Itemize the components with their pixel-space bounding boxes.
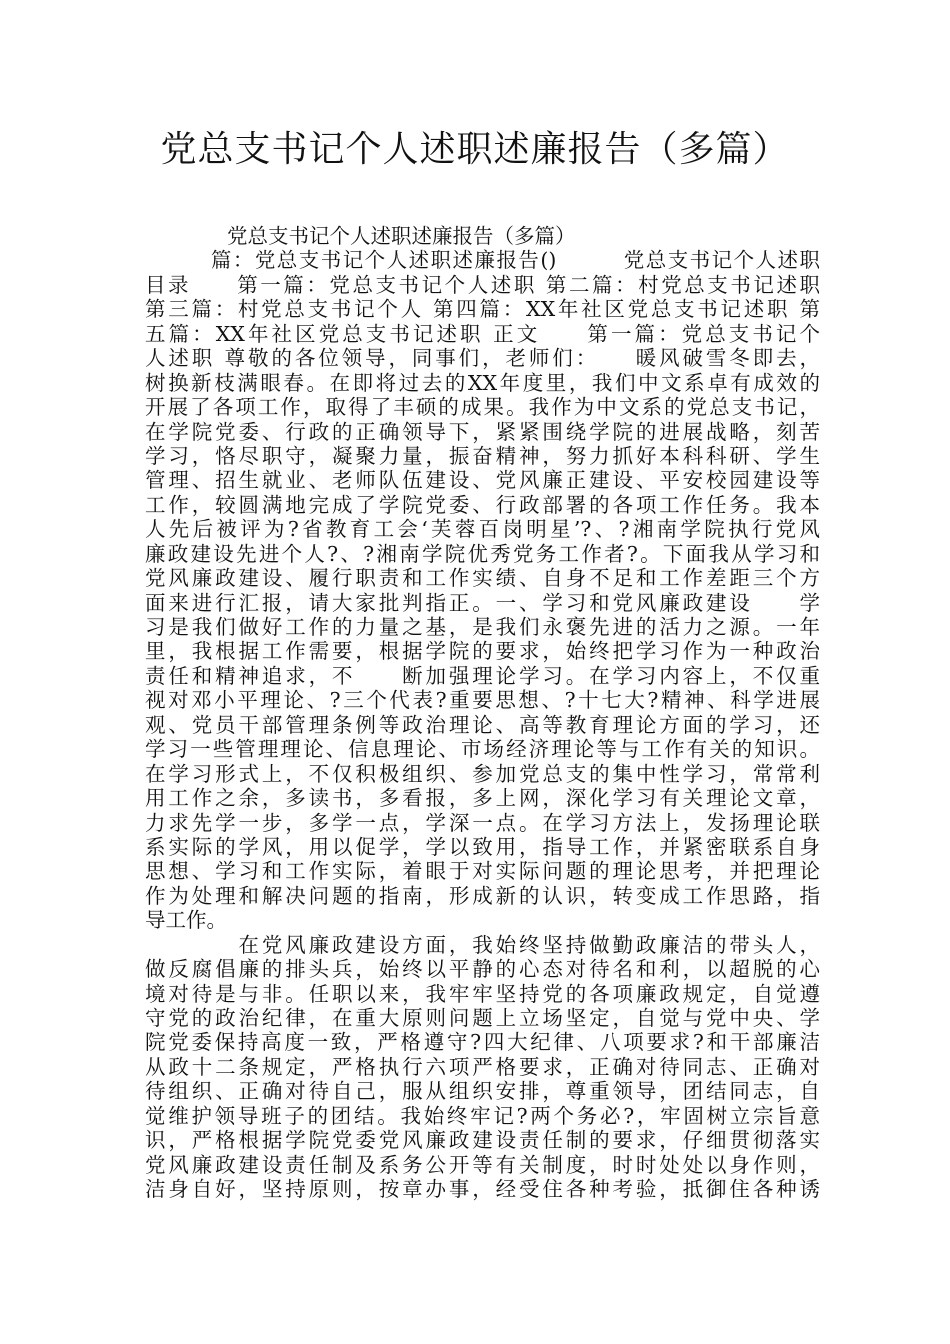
body-line: 责任和精神追求，不 断加强理论学习。在学习内容上，不仅重 xyxy=(145,663,820,688)
body-line: 待组织、正确对待自己，服从组织安排，尊重领导，团结同志，自 xyxy=(145,1079,820,1104)
body-line: 洁身自好，坚持原则，按章办事，经受住各种考验，抵御住各种诱 xyxy=(145,1177,820,1202)
body-line: 里，我根据工作需要，根据学院的要求，始终把学习作为一种政治 xyxy=(145,639,820,664)
body-line: 在学习形式上，不仅积极组织、参加党总支的集中性学习，常常利 xyxy=(145,761,820,786)
body-line: 党风廉政建设、履行职责和工作实绩、自身不足和工作差距三个方 xyxy=(145,566,820,591)
body-line: 工作，较圆满地完成了学院党委、行政部署的各项工作任务。我本 xyxy=(145,492,820,517)
body-line: 视对邓小平理论、?三个代表?重要思想、?十七大?精神、科学进展 xyxy=(145,688,820,713)
document-title: 党总支书记个人述职述廉报告（多篇） xyxy=(160,129,790,170)
body-line: 管理、招生就业、老师队伍建设、党风廉正建设、平安校园建设等 xyxy=(145,468,820,493)
body-line: 目录 第一篇：党总支书记个人述职 第二篇：村党总支书记述职 xyxy=(145,272,820,297)
body-line: 觉维护领导班子的团结。我始终牢记?两个务必?，牢固树立宗旨意 xyxy=(145,1103,820,1128)
body-line: 从政十二条规定，严格执行六项严格要求，正确对待同志、正确对 xyxy=(145,1054,820,1079)
body-line: 在党风廉政建设方面，我始终坚持做勤政廉洁的带头人， xyxy=(145,932,820,957)
body-line: 作为处理和解决问题的指南，形成新的认识，转变成工作思路，指 xyxy=(145,883,820,908)
body-line: 观、党员干部管理条例等政治理论、高等教育理论方面的学习，还 xyxy=(145,712,820,737)
body-line: 五篇：XX年社区党总支书记述职 正文 第一篇：党总支书记个 xyxy=(145,321,820,346)
body-line: 人述职 尊敬的各位领导，同事们，老师们： 暖风破雪冬即去， xyxy=(145,346,820,371)
body-line: 守党的政治纪律，在重大原则问题上立场坚定，自觉与党中央、学 xyxy=(145,1006,820,1030)
body-line: 思想、学习和工作实际，着眼于对实际问题的理论思考，并把理论 xyxy=(145,859,820,884)
body-line: 第三篇：村党总支书记个人 第四篇：XX年社区党总支书记述职 第 xyxy=(145,297,820,322)
body-line: 导工作。 xyxy=(145,908,227,933)
body-line: 系实际的学风，用以促学，学以致用，指导工作，并紧密联系自身 xyxy=(145,834,820,859)
body-line: 面来进行汇报，请大家批判指正。一、学习和党风廉政建设 学 xyxy=(145,590,820,615)
body-line: 党总支书记个人述职述廉报告（多篇） xyxy=(145,224,576,248)
body-line: 树换新枝满眼春。在即将过去的XX年度里，我们中文系卓有成效的 xyxy=(145,370,820,395)
body-line: 识，严格根据学院党委党风廉政建设责任制的要求，仔细贯彻落实 xyxy=(145,1128,820,1153)
document-body xyxy=(145,224,820,1202)
body-line: 党风廉政建设责任制及系务公开等有关制度，时时处处以身作则， xyxy=(145,1152,820,1177)
body-line: 在学院党委、行政的正确领导下，紧紧围绕学院的进展战略，刻苦 xyxy=(145,419,820,444)
body-line: 廉政建设先进个人?、?湘南学院优秀党务工作者?。下面我从学习和 xyxy=(145,541,820,566)
body-line: 境对待是与非。任职以来，我牢牢坚持党的各项廉政规定，自觉遵 xyxy=(145,981,820,1006)
body-line: 学习一些管理理论、信息理论、市场经济理论等与工作有关的知识。 xyxy=(145,737,820,762)
body-line: 习是我们做好工作的力量之基，是我们永褒先进的活力之源。一年 xyxy=(145,615,820,639)
body-line: 开展了各项工作，取得了丰硕的成果。我作为中文系的党总支书记， xyxy=(145,395,820,420)
body-line: 篇：党总支书记个人述职述廉报告() 党总支书记个人述职 xyxy=(145,248,820,273)
body-line: 力求先学一步，多学一点，学深一点。在学习方法上，发扬理论联 xyxy=(145,810,820,835)
body-line: 人先后被评为?省教育工会‘芙蓉百岗明星’?、?湘南学院执行党风 xyxy=(145,517,820,542)
body-line: 学习，恪尽职守，凝聚力量，振奋精神，努力抓好本科科研、学生 xyxy=(145,443,820,468)
body-line: 用工作之余，多读书，多看报，多上网，深化学习有关理论文章， xyxy=(145,786,820,811)
body-line: 做反腐倡廉的排头兵，始终以平静的心态对待名和利，以超脱的心 xyxy=(145,957,820,982)
body-line: 院党委保持高度一致，严格遵守?四大纪律、八项要求?和干部廉洁 xyxy=(145,1030,820,1055)
